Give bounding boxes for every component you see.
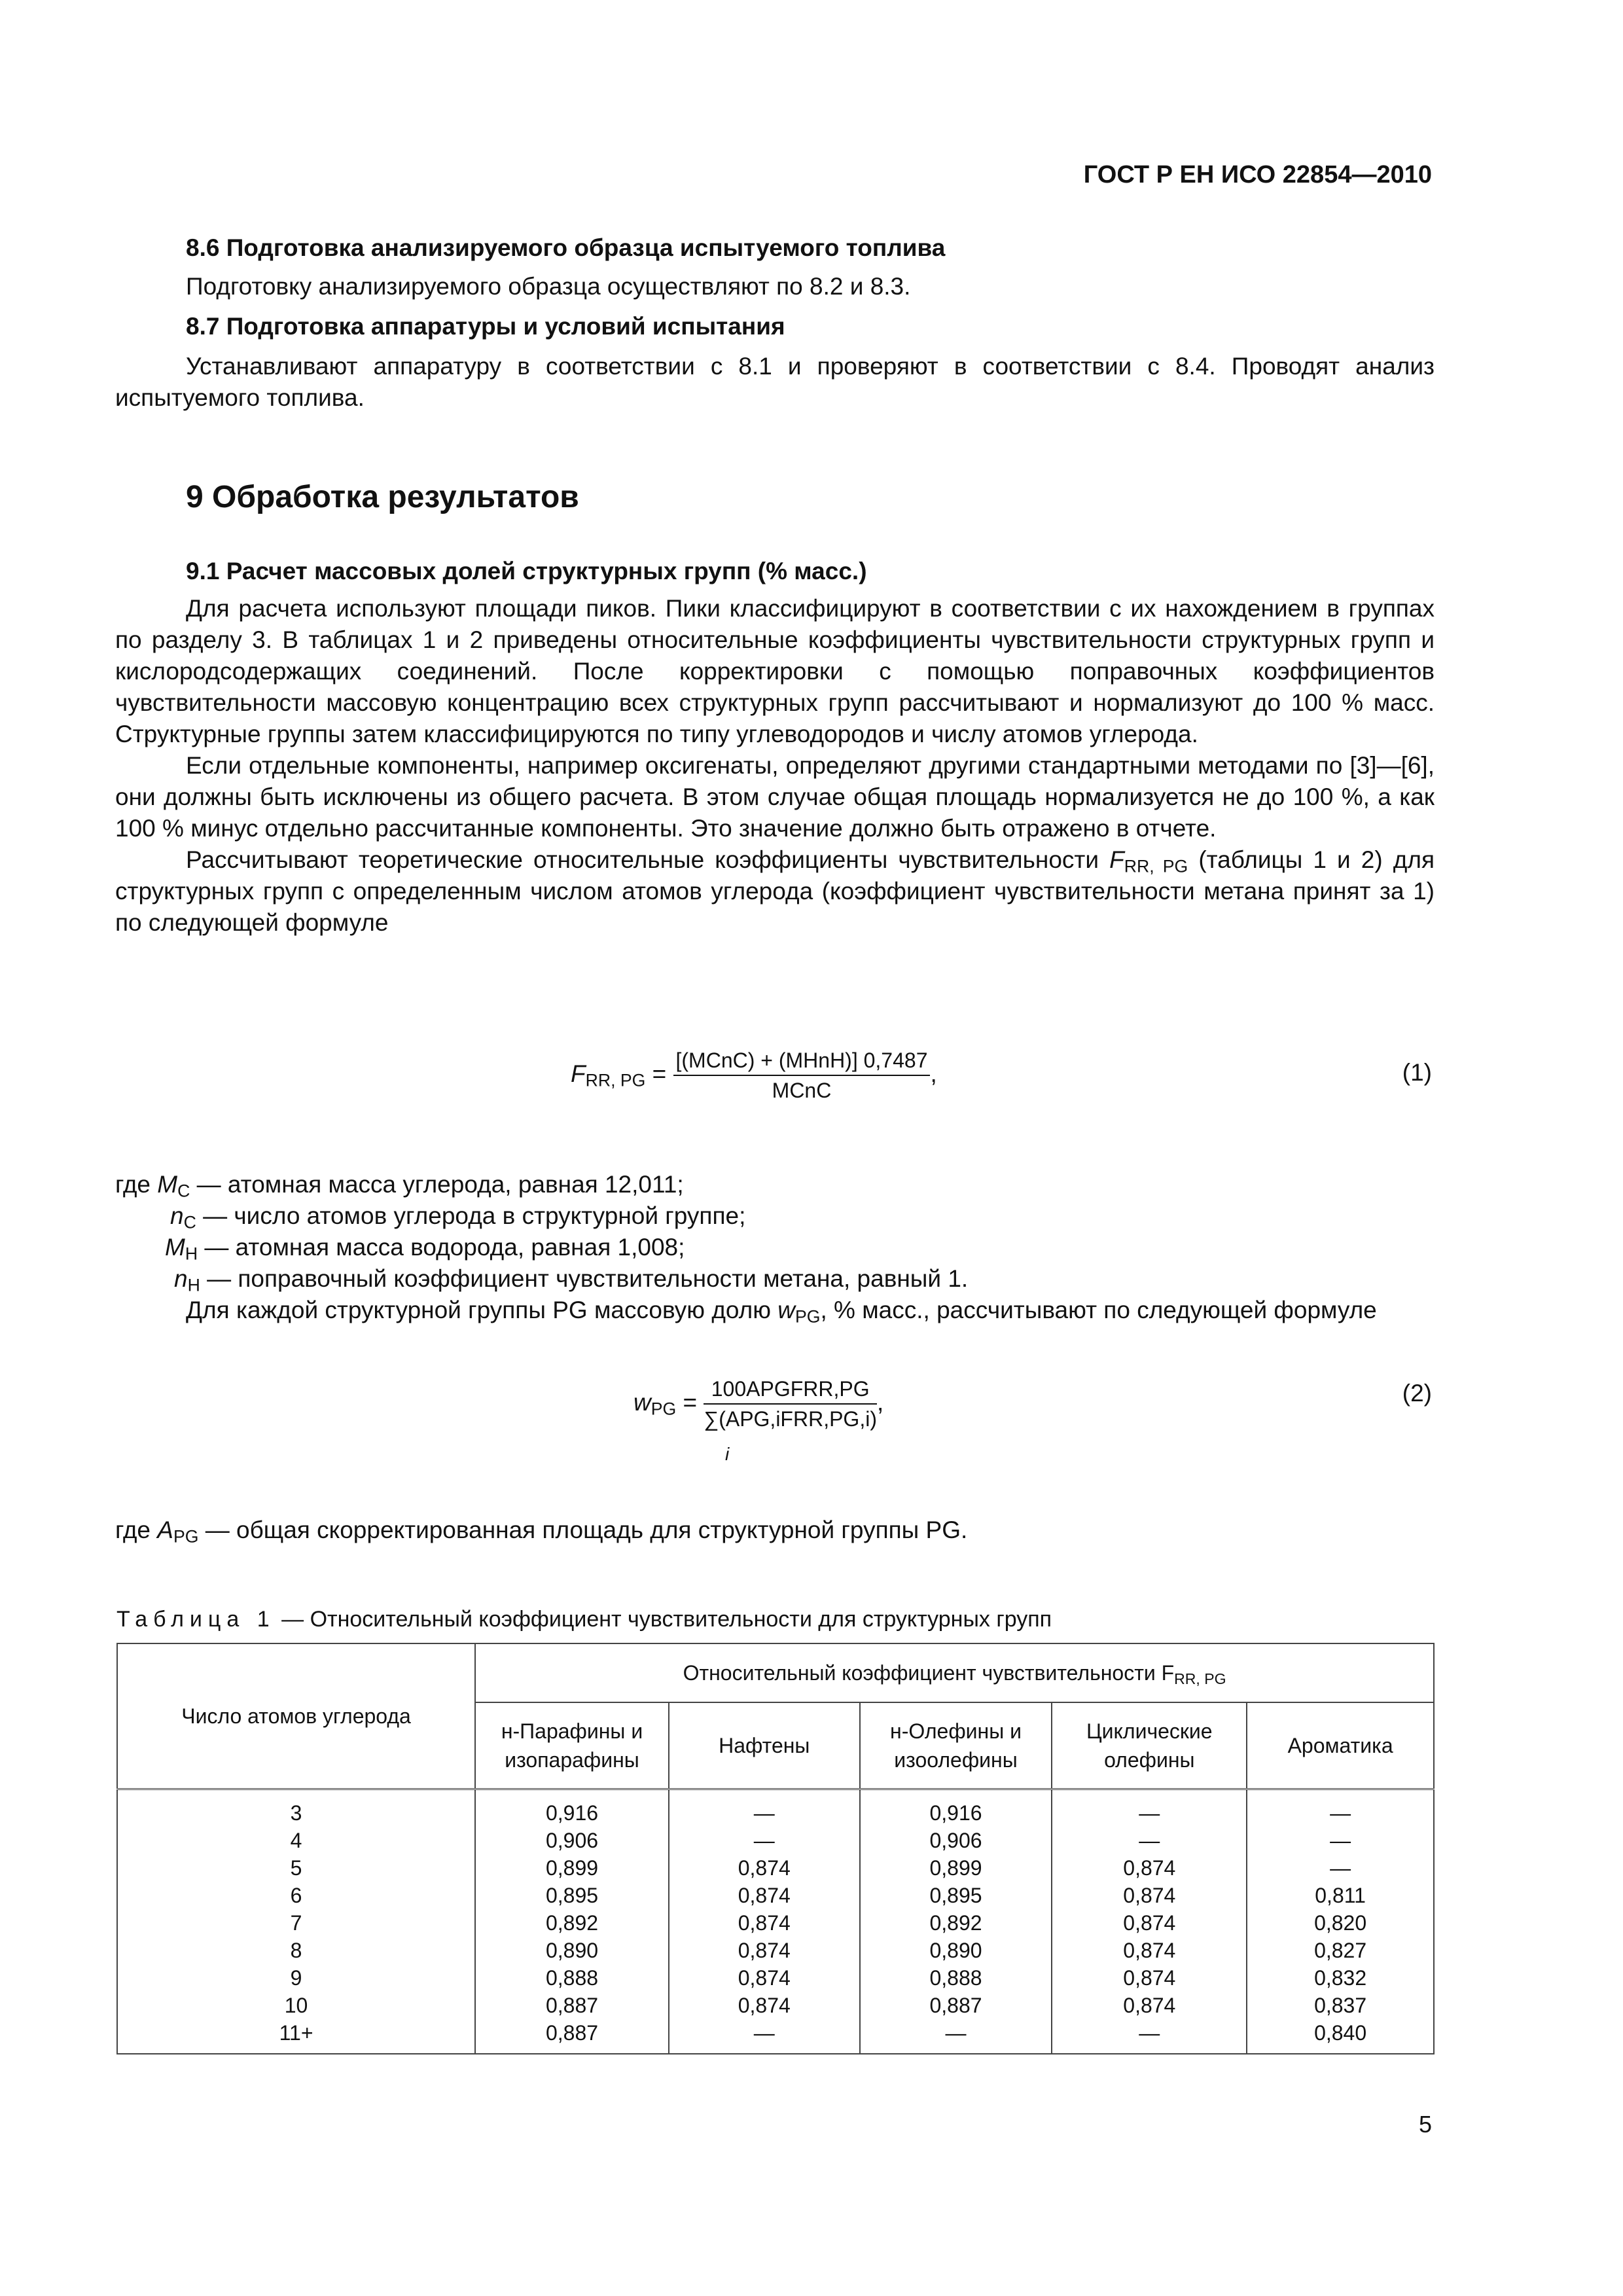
table-row <box>117 2019 1434 2054</box>
fraction-numerator: 100APGFRR,PG <box>704 1374 877 1405</box>
factor-cell: — <box>1247 1854 1434 1882</box>
factor-cell: — <box>1052 2019 1247 2054</box>
factor-cell: 0,874 <box>669 1854 860 1882</box>
formula-1 <box>571 1046 937 1105</box>
factor-cell: 0,906 <box>860 1827 1052 1854</box>
equation-number-2: (2) <box>1402 1380 1432 1407</box>
symbol-f: F <box>1109 846 1124 873</box>
where-var: A <box>157 1516 173 1543</box>
table-row <box>117 1827 1434 1854</box>
where-item <box>115 1232 968 1263</box>
table-label: Таблица 1 <box>116 1607 276 1632</box>
factor-cell: 0,874 <box>669 1909 860 1937</box>
paragraph-text: Для каждой структурной группы PG массовую долю <box>186 1297 778 1323</box>
table-row <box>117 1964 1434 1992</box>
factor-cell: 0,874 <box>1052 1937 1247 1964</box>
table-row <box>117 1789 1434 1827</box>
where-var: M <box>157 1171 178 1198</box>
column-header: Циклические олефины <box>1052 1702 1247 1789</box>
column-header: н-Олефины и изоолефины <box>860 1702 1052 1789</box>
factor-cell: — <box>860 2019 1052 2054</box>
factor-cell: — <box>669 2019 860 2054</box>
carbon-count-cell: 8 <box>117 1937 475 1964</box>
factor-cell: 0,916 <box>860 1789 1052 1827</box>
where-sub: PG <box>173 1526 199 1547</box>
carbon-count-cell: 11+ <box>117 2019 475 2054</box>
where-text: — поправочный коэффициент чувствительности метана, равный 1. <box>200 1265 969 1292</box>
equals-sign: = <box>652 1060 667 1087</box>
table-1-caption <box>116 1607 1052 1632</box>
table-row <box>117 1909 1434 1937</box>
paragraph-text: , % масс., рассчитывают по следующей формуле <box>820 1297 1377 1323</box>
factor-cell: 0,916 <box>475 1789 669 1827</box>
paragraph-theoretical-factors <box>115 844 1435 939</box>
where-sub: C <box>177 1181 190 1201</box>
sum-index: i <box>725 1444 730 1464</box>
column-group-header <box>475 1643 1434 1702</box>
factor-cell: — <box>1247 1827 1434 1854</box>
formula-lhs-sub: RR, PG <box>585 1070 646 1090</box>
carbon-count-cell: 7 <box>117 1909 475 1937</box>
factor-cell: 0,899 <box>860 1854 1052 1882</box>
fraction <box>704 1374 877 1433</box>
formula-lhs-var: F <box>571 1060 586 1087</box>
factor-cell: 0,899 <box>475 1854 669 1882</box>
carbon-count-cell: 10 <box>117 1992 475 2019</box>
factor-cell: 0,874 <box>1052 1909 1247 1937</box>
where-sub: C <box>183 1212 196 1232</box>
section-8-6-text: Подготовку анализируемого образца осуществляют по 8.2 и 8.3. <box>186 273 911 300</box>
factor-cell: 0,874 <box>1052 1964 1247 1992</box>
section-9-1-title: 9.1 Расчет массовых долей структурных групп (% масс.) <box>186 558 867 584</box>
where-prefix: где <box>115 1171 158 1198</box>
where-item <box>115 1169 968 1200</box>
factor-cell: 0,811 <box>1247 1882 1434 1909</box>
column-header-carbon-atoms: Число атомов углерода <box>117 1643 475 1789</box>
factor-cell: 0,874 <box>1052 1882 1247 1909</box>
page-number: 5 <box>1418 2111 1432 2138</box>
where-item <box>115 1263 968 1295</box>
paragraph-text: (таблицы 1 и 2) для структурных групп с определенным числом атомов углерода (коэффициент чувствительности метана принят за 1) по следующей формуле <box>115 846 1435 936</box>
equation-number-1: (1) <box>1402 1059 1432 1086</box>
table-row <box>117 1992 1434 2019</box>
table-row <box>117 1937 1434 1964</box>
table-1 <box>116 1643 1435 2054</box>
factor-cell: 0,874 <box>669 1992 860 2019</box>
fraction-denominator: ∑(APG,iFRR,PG,i) <box>704 1407 877 1431</box>
where-sub: H <box>187 1275 200 1295</box>
carbon-count-cell: 3 <box>117 1789 475 1827</box>
section-8-6-title: 8.6 Подготовка анализируемого образца испытуемого топлива <box>186 234 946 261</box>
carbon-count-cell: 6 <box>117 1882 475 1909</box>
factor-cell: 0,887 <box>860 1992 1052 2019</box>
factor-cell: 0,874 <box>669 1937 860 1964</box>
fraction-numerator: [(MCnC) + (MHnH)] 0,7487 <box>673 1046 931 1076</box>
factor-cell: — <box>1052 1827 1247 1854</box>
factor-cell: 0,888 <box>475 1964 669 1992</box>
column-header: н-Парафины и изопарафины <box>475 1702 669 1789</box>
factor-cell: 0,890 <box>860 1937 1052 1964</box>
paragraph-mass-fraction <box>115 1295 1435 1326</box>
table-caption-text: — Относительный коэффициент чувствительности для структурных групп <box>275 1607 1052 1632</box>
factor-cell: 0,887 <box>475 1992 669 2019</box>
factor-cell: 0,832 <box>1247 1964 1434 1992</box>
column-header: Нафтены <box>669 1702 860 1789</box>
factor-cell: 0,874 <box>669 1964 860 1992</box>
section-9-title: 9 Обработка результатов <box>186 480 579 514</box>
fraction-denominator: MCnC <box>772 1079 832 1102</box>
symbol-w: w <box>777 1297 796 1323</box>
factor-cell: 0,874 <box>1052 1854 1247 1882</box>
symbol-subscript: PG <box>795 1306 821 1327</box>
table-row <box>117 1854 1434 1882</box>
factor-cell: 0,874 <box>1052 1992 1247 2019</box>
fraction <box>673 1046 931 1105</box>
section-9-1-body <box>115 593 1435 939</box>
factor-cell: 0,820 <box>1247 1909 1434 1937</box>
section-8-7-text: Устанавливают аппаратуру в соответствии с 8.1 и проверяют в соответствии с 8.4. Проводят анализ испытуемого топлива. <box>115 353 1435 411</box>
where-text: — общая скорректированная площадь для структурной группы PG. <box>198 1516 968 1543</box>
where-list-1 <box>115 1169 968 1295</box>
factor-cell: 0,888 <box>860 1964 1052 1992</box>
table-body <box>117 1789 1434 2054</box>
formula-tail: , <box>876 1388 884 1416</box>
where-list-2 <box>115 1515 967 1546</box>
paragraph-other-methods: Если отдельные компоненты, например оксигенаты, определяют другими стандартными методами по [3]—[6], они должны быть исключены из общего расчета. В этом случае общая площадь нормализуется не до 100 %, а как 100 % минус отдельно рассчитанные компоненты. Это значение должно быть отражено в отчете. <box>115 752 1435 842</box>
where-var: n <box>170 1202 184 1229</box>
column-header: Ароматика <box>1247 1702 1434 1789</box>
where-text: — атомная масса водорода, равная 1,008; <box>198 1234 685 1261</box>
factor-cell: 0,890 <box>475 1937 669 1964</box>
factor-cell: — <box>1247 1789 1434 1827</box>
group-header-text: Относительный коэффициент чувствительности F <box>683 1661 1175 1685</box>
formula-lhs-sub: PG <box>651 1399 677 1419</box>
carbon-count-cell: 5 <box>117 1854 475 1882</box>
section-8-7-title: 8.7 Подготовка аппаратуры и условий испытания <box>186 313 785 340</box>
where-text: — число атомов углерода в структурной группе; <box>196 1202 746 1229</box>
where-sub: H <box>185 1244 198 1264</box>
formula-lhs-var: w <box>633 1388 651 1416</box>
paragraph-peak-areas: Для расчета используют площади пиков. Пики классифицируют в соответствии с их нахождением в группах по разделу 3. В таблицах 1 и 2 приведены относительные коэффициенты чувствительности структурных групп и кислородсодержащих соединений. После корректировки с помощью поправочных коэффициентов чувствительности массовую концентрацию всех структурных групп рассчитывают и нормализуют до 100 % масс. Структурные группы затем классифицируются по типу углеводородов и числу атомов углерода. <box>115 595 1435 747</box>
where-var: n <box>174 1265 188 1292</box>
formula-2 <box>633 1374 883 1433</box>
where-text: — атомная масса углерода, равная 12,011; <box>190 1171 684 1198</box>
factor-cell: — <box>1052 1789 1247 1827</box>
where-prefix: где <box>115 1516 158 1543</box>
factor-cell: — <box>669 1789 860 1827</box>
factor-cell: — <box>669 1827 860 1854</box>
symbol-subscript: RR, PG <box>1124 856 1188 876</box>
factor-cell: 0,906 <box>475 1827 669 1854</box>
paragraph-text: Рассчитывают теоретические относительные коэффициенты чувствительности <box>186 846 1110 873</box>
where-var: M <box>165 1234 185 1261</box>
factor-cell: 0,874 <box>669 1882 860 1909</box>
factor-cell: 0,887 <box>475 2019 669 2054</box>
carbon-count-cell: 9 <box>117 1964 475 1992</box>
factor-cell: 0,840 <box>1247 2019 1434 2054</box>
factor-cell: 0,895 <box>860 1882 1052 1909</box>
where-item <box>115 1200 968 1232</box>
factor-cell: 0,827 <box>1247 1937 1434 1964</box>
factor-cell: 0,837 <box>1247 1992 1434 2019</box>
equals-sign: = <box>683 1388 698 1416</box>
group-header-sub: RR, PG <box>1174 1670 1226 1687</box>
formula-tail: , <box>930 1060 937 1087</box>
table-row <box>117 1882 1434 1909</box>
factor-cell: 0,892 <box>860 1909 1052 1937</box>
carbon-count-cell: 4 <box>117 1827 475 1854</box>
document-id: ГОСТ Р ЕН ИСО 22854—2010 <box>1083 161 1432 188</box>
factor-cell: 0,895 <box>475 1882 669 1909</box>
factor-cell: 0,892 <box>475 1909 669 1937</box>
